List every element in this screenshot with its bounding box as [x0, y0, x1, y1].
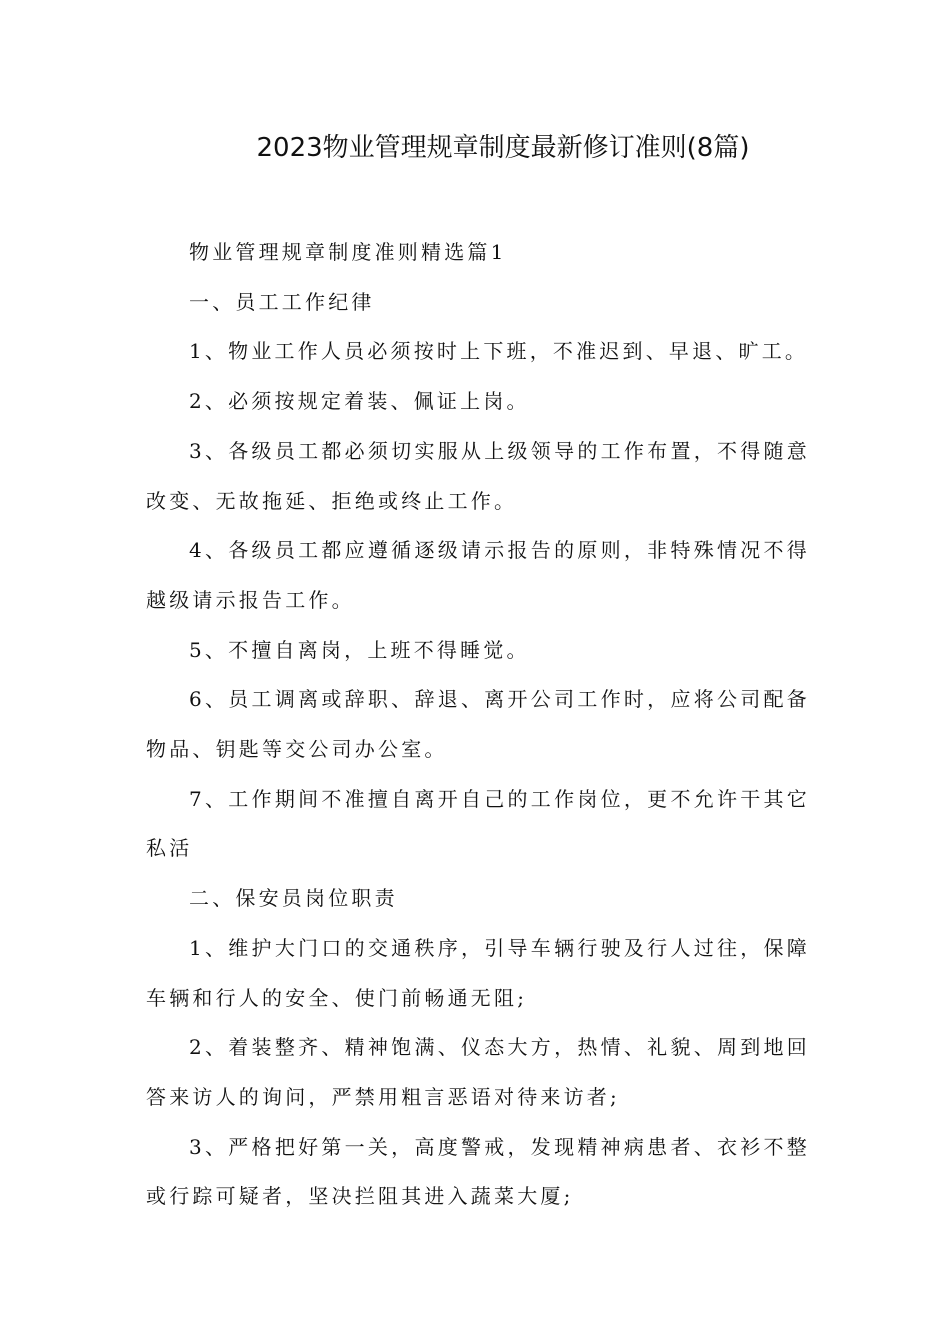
paragraph-item: 6、员工调离或辞职、辞退、离开公司工作时，应将公司配备物品、钥匙等交公司办公室。 — [146, 687, 810, 762]
paragraph-item: 2、着装整齐、精神饱满、仪态大方，热情、礼貌、周到地回答来访人的询问，严禁用粗言恶语对待来访者; — [146, 1035, 810, 1109]
paragraph-item: 4、各级员工都应遵循逐级请示报告的原则，非特殊情况不得越级请示报告工作。 — [146, 538, 810, 612]
paragraph-item: 3、各级员工都必须切实服从上级领导的工作布置，不得随意改变、无故拖延、拒绝或终止工作。 — [146, 438, 810, 513]
paragraph-item: 3、严格把好第一关，高度警戒，发现精神病患者、衣衫不整或行踪可疑者，坚决拦阻其进入蔬菜大厦; — [146, 1134, 810, 1209]
paragraph-item: 5、不擅自离岗，上班不得睡觉。 — [189, 637, 530, 662]
document-title: 2023物业管理规章制度最新修订准则(8篇) — [256, 133, 750, 163]
paragraph-subheading-2: 二、保安员岗位职责 — [189, 886, 398, 911]
paragraph-item: 7、工作期间不准擅自离开自己的工作岗位，更不允许干其它私活 — [146, 786, 810, 861]
paragraph-item: 1、物业工作人员必须按时上下班，不准迟到、早退、旷工。 — [189, 339, 809, 364]
paragraph-subheading-1: 一、员工工作纪律 — [189, 289, 375, 314]
paragraph-section-heading: 物业管理规章制度准则精选篇1 — [189, 240, 507, 264]
document-body — [146, 228, 810, 1222]
paragraph-item: 2、必须按规定着装、佩证上岗。 — [189, 389, 530, 414]
paragraph-item: 1、维护大门口的交通秩序，引导车辆行驶及行人过往，保障车辆和行人的安全、使门前畅通无阻; — [146, 935, 810, 1010]
